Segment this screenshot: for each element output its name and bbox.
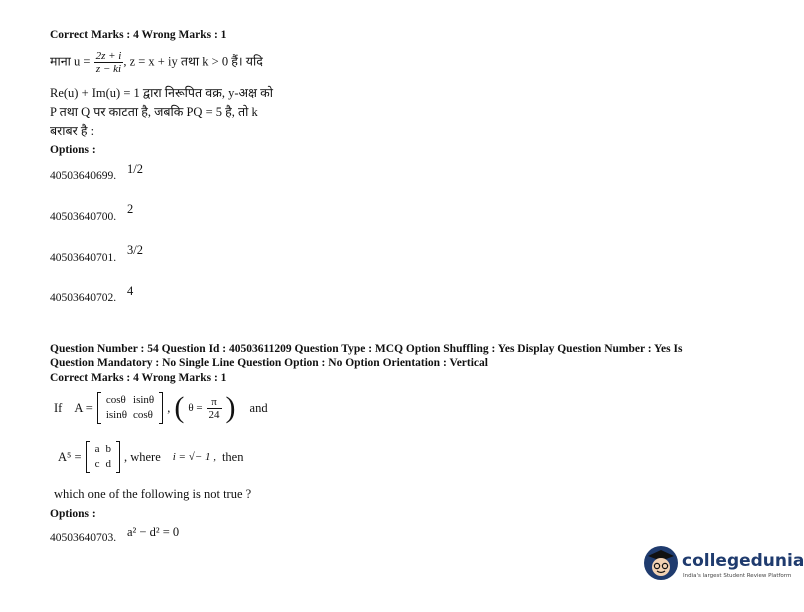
q54-then-word: then [221,449,244,464]
right-paren: ) [225,391,236,424]
q53-statement-line4: बराबर है : [50,124,95,138]
matrix-a-entry: a [94,443,100,455]
mascot-face-icon [644,546,678,580]
q53-statement-line1 [50,50,263,75]
q53-option-1-value[interactable]: 1/2 [127,162,143,176]
matrix-a-12: isinθ [133,394,155,406]
q54-option-1-id: 40503640703. [50,532,117,544]
matrix-a-21: isinθ [105,409,128,421]
q53-option-4-value[interactable]: 4 [127,284,134,298]
q54-which-line: which one of the following is not true ? [54,487,252,501]
q53-option-4-id: 40503640702. [50,292,117,304]
logo-tagline: India's largest Student Review Platform [683,573,792,579]
matrix-d-entry: d [105,458,111,470]
theta-fraction [207,396,222,421]
matrix-b-entry: b [105,443,111,455]
theta-denominator: 24 [208,408,220,421]
logo-name: collegedunia [682,551,804,571]
q54-if-word: If [54,400,63,415]
theta-numerator: π [207,396,222,409]
matrix-c-entry: c [94,458,100,470]
u-numerator: 2z + i [95,50,122,62]
q53-statement-line2: Re(u) + Im(u) = 1 द्वारा निरूपित वक्र, y-अक्ष को [50,86,273,100]
theta-eq: θ = [188,402,203,414]
q54-a5-eq: A⁵ = [58,449,82,464]
q53-marks: Correct Marks : 4 Wrong Marks : 1 [50,29,227,41]
logo-mascot-icon [644,546,678,580]
q54-matrix-a-line [54,392,268,424]
q54-and-word: and [249,400,268,415]
q54-header-line2: Question Mandatory : No Single Line Question Option : No Option Orientation : Vertical [50,357,488,369]
matrix-a [97,392,163,424]
q53-option-1-id: 40503640699. [50,170,117,182]
q54-header-line1: Question Number : 54 Question Id : 40503611209 Question Type : MCQ Option Shuffling : Yes Display Question Number : Yes Is [50,343,683,355]
q53-option-3-id: 40503640701. [50,252,117,264]
left-paren: ( [174,391,185,424]
matrix-abcd [86,441,120,473]
u-fraction [94,50,124,75]
u-denominator: z − ki [95,63,122,75]
comma: , [167,400,171,415]
q53-line1-suffix: , z = x + iy तथा k > 0 हैं। यदि [123,54,263,69]
q54-i-eq: i = √− 1 , [172,451,216,463]
q53-option-2-id: 40503640700. [50,211,117,223]
q54-a-eq: A = [74,400,93,415]
q53-line1-prefix: माना u = [50,54,91,69]
q53-option-2-value[interactable]: 2 [127,202,134,216]
q54-marks: Correct Marks : 4 Wrong Marks : 1 [50,372,227,384]
q54-options-label: Options : [50,508,96,520]
matrix-a-11: cosθ [105,394,126,406]
q54-option-1-value[interactable]: a² − d² = 0 [127,525,180,539]
q53-statement-line3: P तथा Q पर काटता है, जबकि PQ = 5 है, तो k [50,105,258,119]
matrix-a-22: cosθ [133,409,153,421]
q53-option-3-value[interactable]: 3/2 [127,243,143,257]
q54-matrix-a5-line [58,441,243,473]
q54-where-text: , where [123,449,161,464]
q53-options-label: Options : [50,144,96,156]
